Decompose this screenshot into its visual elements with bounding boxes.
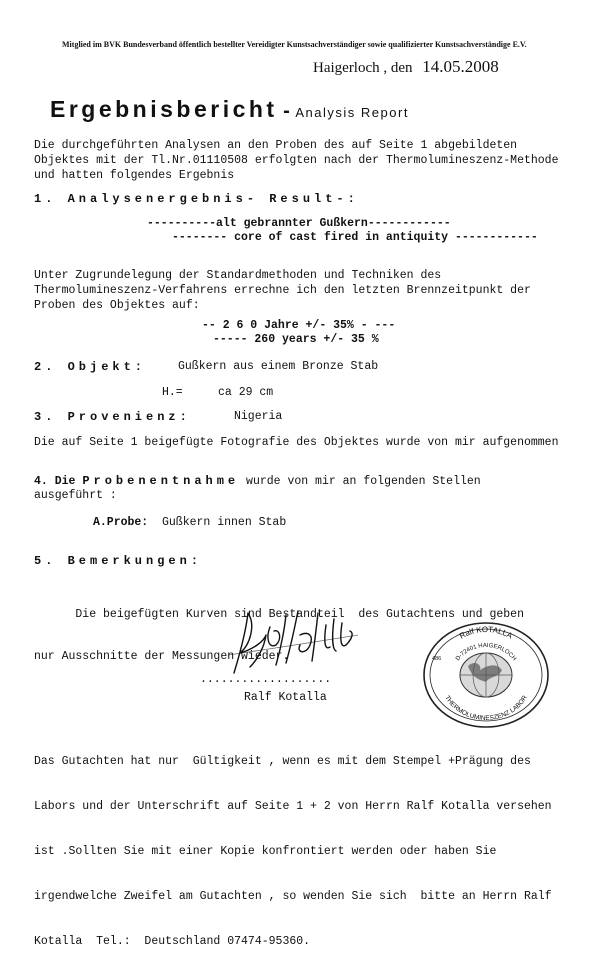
probe-label: A.Probe: [93, 516, 149, 529]
intro-line: Objektes mit der Tl.Nr.01110508 erfolgten nach der Thermolumineszenz-Methode [34, 154, 559, 167]
basis-line: Thermolumineszenz-Verfahrens errechne ich den letzten Brennzeitpunkt der [34, 284, 531, 297]
place-label: Haigerloch , den [313, 60, 413, 76]
section4-heading [34, 474, 481, 488]
result-german: ----------alt gebrannter Gußkern------------ [147, 217, 451, 230]
height-label: H.= [162, 386, 183, 399]
object-description: Gußkern aus einem Bronze Stab [178, 360, 379, 373]
probe-value: Gußkern innen Stab [162, 516, 287, 529]
basis-paragraph [34, 268, 531, 313]
footer-line: Kotalla Tel.: Deutschland 07474-95360. [34, 935, 311, 948]
provenance-note: Die auf Seite 1 beigefügte Fotografie des Objektes wurde von mir aufgenommen [34, 436, 559, 449]
footer-line: Das Gutachten hat nur Gültigkeit , wenn es mit dem Stempel +Prägung des [34, 755, 531, 768]
dating-german: -- 2 6 0 Jahre +/- 35% - --- [202, 319, 396, 332]
report-title [50, 96, 409, 123]
footer-line: Labors und der Unterschrift auf Seite 1 + 2 von Herrn Ralf Kotalla versehen [34, 800, 552, 813]
stamp-number: 486 [432, 656, 442, 662]
remarks-line: nur Ausschnitte der Messungen wieder. [34, 650, 290, 663]
basis-line: Proben des Objektes auf: [34, 299, 200, 312]
section4-heading-word: Probenentnahme [82, 474, 240, 488]
stamp-address-text: D-72401 HAIGERLOCH [455, 642, 517, 663]
validity-notice [34, 724, 552, 979]
title-main: Ergebnisbericht [50, 96, 278, 122]
report-date: 14.05.2008 [422, 57, 499, 76]
section4-text: wurde von mir an folgenden Stellen [239, 475, 481, 488]
provenance-value: Nigeria [234, 410, 283, 423]
intro-line: und hatten folgendes Ergebnis [34, 169, 235, 182]
footer-line: irgendwelche Zweifel am Gutachten , so wenden Sie sich bitte an Herrn Ralf [34, 890, 552, 903]
result-english: -------- core of cast fired in antiquity ------------ [172, 231, 538, 244]
section2-heading: 2. Objekt: [34, 360, 147, 374]
intro-paragraph [34, 138, 559, 183]
intro-line: Die durchgeführten Analysen an den Proben des auf Seite 1 abgebildeten [34, 139, 518, 152]
section4-heading-prefix: 4. Die [34, 475, 83, 488]
title-dash: - [277, 100, 296, 122]
handwritten-signature [226, 605, 366, 680]
section5-heading: 5. Bemerkungen: [34, 554, 203, 568]
title-sub: Analysis Report [295, 105, 409, 120]
signature-dots: ................... [200, 673, 332, 686]
height-value: ca 29 cm [218, 386, 274, 399]
footer-line: ist .Sollten Sie mit einer Kopie konfrontiert werden oder haben Sie [34, 845, 497, 858]
section1-heading: 1. Analysenergebnis- Result-: [34, 192, 359, 206]
signatory-name: Ralf Kotalla [244, 691, 327, 704]
stamp-bottom-text: THERMOLUMINESZENZ LABOR [443, 694, 529, 723]
lab-stamp [420, 620, 552, 730]
basis-line: Unter Zugrundelegung der Standardmethoden und Techniken des [34, 269, 442, 282]
date-line [313, 57, 499, 77]
section3-heading: 3. Provenienz: [34, 410, 191, 424]
dating-english: ----- 260 years +/- 35 % [213, 333, 379, 346]
membership-line: Mitglied im BVK Bundesverband öffentlich bestellter Vereidigter Kunstsachverständiger sowie qualifizierter Kunstsachverständige E.V. [62, 40, 527, 49]
section4-text-cont: ausgeführt : [34, 489, 117, 502]
remarks-line: Die beigefügten Kurven sind Bestandteil des Gutachtens und geben [34, 608, 524, 621]
stamp-top-text: Ralf KOTALLA [457, 624, 515, 641]
